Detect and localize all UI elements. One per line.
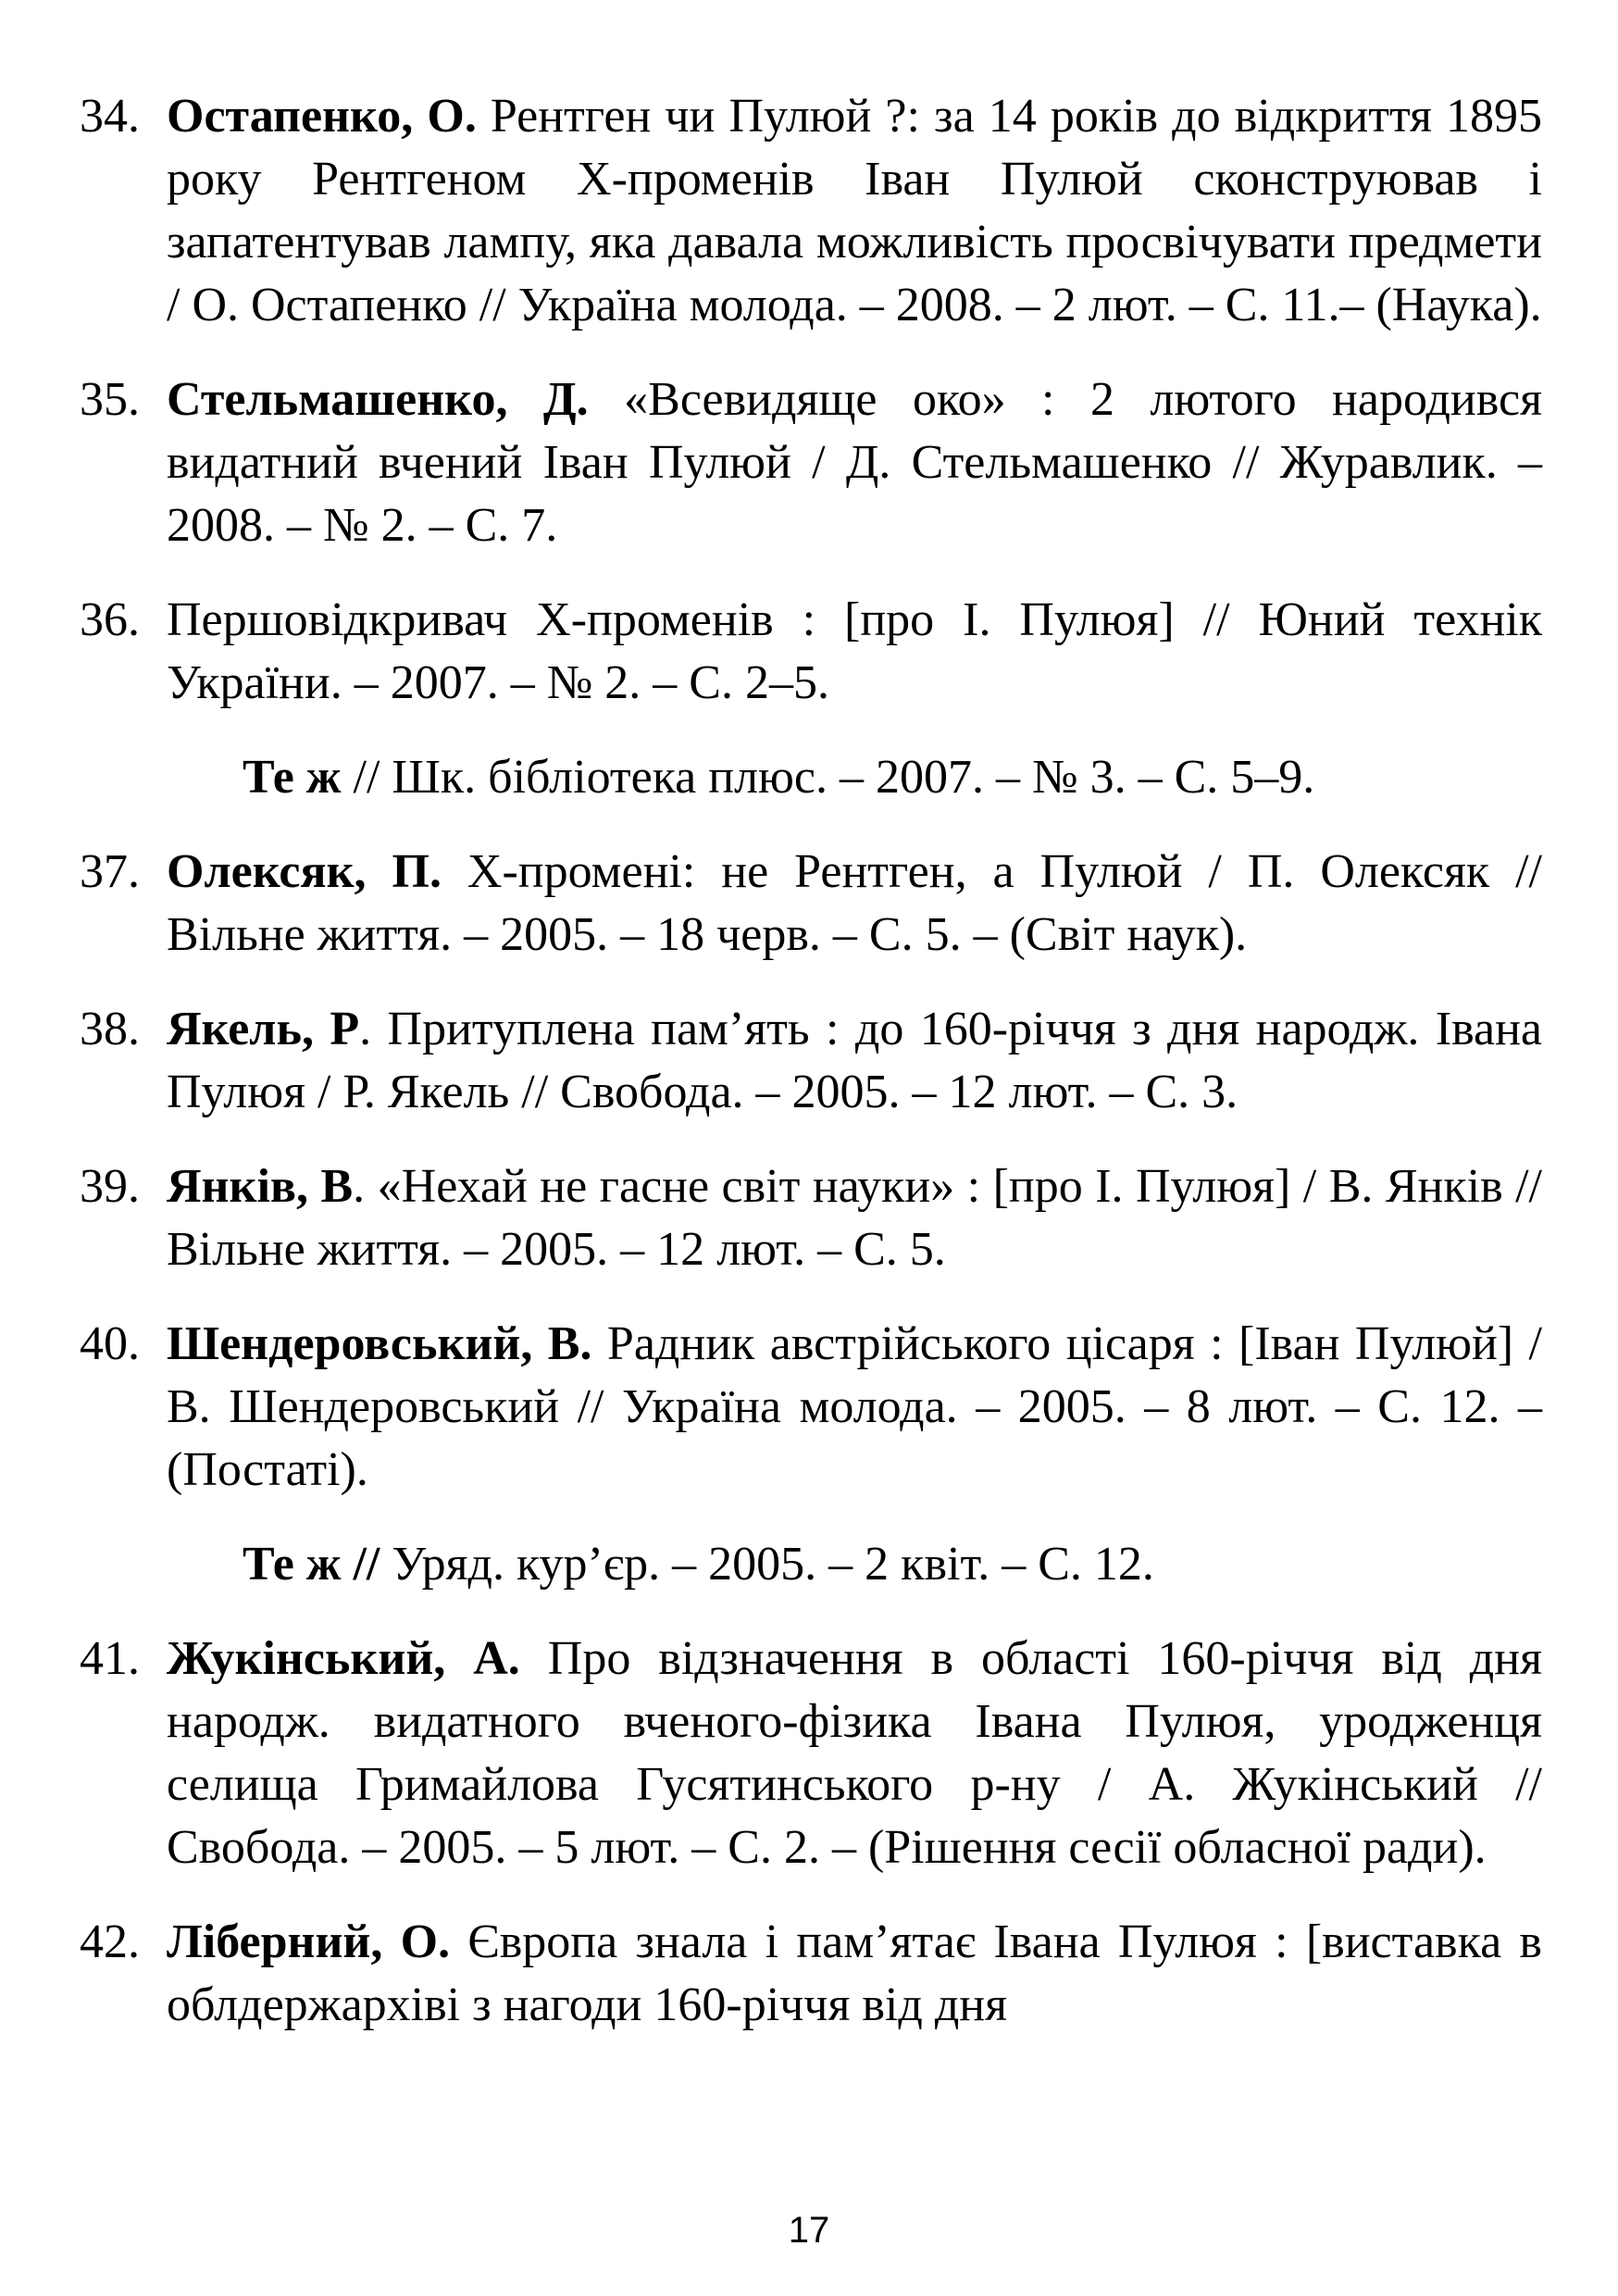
bibliography-entry [80,589,1542,715]
entry-text-block [167,1155,1542,1281]
bibliography-list [80,85,1542,2068]
entry-description: Про відзначення в області 160-річчя від дня народж. видатного вченого-фізика Івана Пулюя, уродженця селища Гримайлова Гусятинського р-ну / А. Жукінський // Свобода. – 2005. – 5 лют. – С. 2. – (Рішення сесії обласної ради). [167,1632,1542,1874]
entry-description: Х-промені: не Рентген, а Пулюй / П. Олексяк // Вільне життя. – 2005. – 18 черв. – С. 5. – (Світ наук). [167,845,1542,961]
entry-text-block [167,589,1542,715]
entry-number: 36. [80,593,140,646]
entry-number: 38. [80,1003,140,1055]
entry-number: 35. [80,373,140,426]
see-also-label: Те ж // [243,1538,380,1591]
entry-text-block [167,841,1542,967]
entry-text-block [167,1628,1542,1879]
bibliography-entry [80,1313,1542,1502]
entry-text-block [167,368,1542,557]
bibliography-entry [80,998,1542,1124]
entry-author: Жукінський, А. [167,1632,520,1685]
entry-description: Першовідкривач Х-променів : [про І. Пулюя] // Юний технік України. – 2007. – № 2. – С. 2–5. [167,593,1542,709]
entry-text-block [167,998,1542,1124]
see-also-line [80,1533,1542,1596]
see-also-text: Уряд. кур’єр. – 2005. – 2 квіт. – С. 12. [380,1538,1154,1591]
entry-number: 34. [80,90,140,143]
entry-author: Янків, В [167,1160,354,1213]
bibliography-entry [80,85,1542,337]
page-number: 17 [788,2210,830,2251]
entry-number: 40. [80,1317,140,1370]
entry-author: Шендеровський, В. [167,1317,592,1370]
entry-description: Радник австрійського цісаря : [Іван Пулюй] / В. Шендеровський // Україна молода. – 2005. – 8 лют. – С. 12. – (Постаті). [167,1317,1542,1496]
entry-number: 42. [80,1915,140,1968]
bibliography-entry [80,1911,1542,2037]
entry-number: 41. [80,1632,140,1685]
see-also-text: // Шк. бібліотека плюс. – 2007. – № 3. – С. 5–9. [341,751,1315,804]
entry-number: 37. [80,845,140,898]
entry-description: . Притуплена пам’ять : до 160-річчя з дня народж. Івана Пулюя / Р. Якель // Свобода. – 2005. – 12 лют. – С. 3. [167,1003,1543,1118]
entry-description: Рентген чи Пулюй ?: за 14 років до відкриття 1895 року Рентгеном Х-променів Іван Пулюй сконструював і запатентував лампу, яка давала можливість просвічувати предмети / О. Остапенко // Україна молода. – 2008. – 2 лют. – С. 11.– (Наука). [167,90,1542,331]
entry-description: Європа знала і пам’ятає Івана Пулюя : [виставка в облдержархіві з нагоди 160-річчя від дня [167,1915,1542,2031]
see-also-label: Те ж [243,751,342,804]
entry-number: 39. [80,1160,140,1213]
entry-author: Остапенко, О. [167,90,477,143]
entry-text-block [167,85,1542,337]
entry-author: Ліберний, О. [167,1915,451,1968]
bibliography-entry [80,368,1542,557]
entry-author: Олексяк, П. [167,845,442,898]
entry-text-block [167,1911,1542,2037]
bibliography-entry [80,841,1542,967]
see-also-line [80,746,1542,809]
entry-text-block [167,1313,1542,1502]
entry-author: Стельмашенко, Д. [167,373,589,426]
bibliography-entry [80,1155,1542,1281]
entry-description: . «Нехай не гасне світ науки» : [про І. Пулюя] / В. Янків // Вільне життя. – 2005. – 12 лют. – С. 5. [167,1160,1542,1276]
entry-description: «Всевидяще око» : 2 лютого народився видатний вчений Іван Пулюй / Д. Стельмашенко // Журавлик. – 2008. – № 2. – С. 7. [167,373,1542,552]
entry-author: Якель, Р [167,1003,360,1055]
bibliography-entry [80,1628,1542,1879]
